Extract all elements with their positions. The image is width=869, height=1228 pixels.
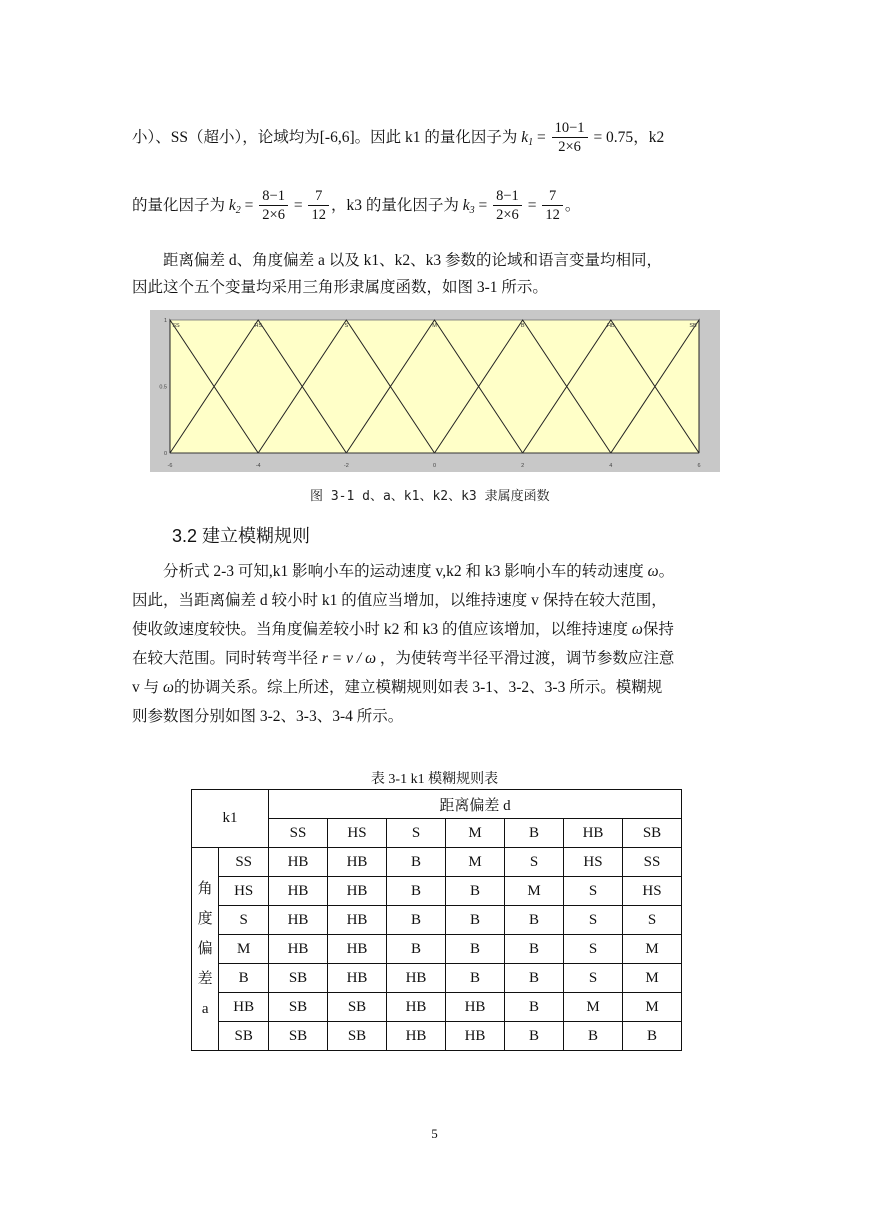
para2-line1: 距离偏差 d、角度偏差 a 以及 k1、k2、k3 参数的论域和语言变量均相同， (163, 252, 663, 269)
table-cell: HB (328, 906, 387, 935)
para3-line2: 因此，当距离偏差 d 较小时 k1 的值应当增加，以维持速度 v 保持在较大范围， (132, 592, 667, 609)
table-cell: SB (269, 964, 328, 993)
table-cell: SS (623, 848, 682, 877)
table-row (192, 993, 682, 1022)
row-header: M (219, 935, 269, 964)
table-cell: M (564, 993, 623, 1022)
table-cell: SB (269, 993, 328, 1022)
figure-caption: 图 3-1 d、a、k1、k2、k3 隶属度函数 (310, 489, 550, 504)
table-cell: HB (446, 1022, 505, 1051)
membership-chart (150, 310, 720, 472)
omega-symbol: ω (647, 563, 659, 580)
table-cell: M (505, 877, 564, 906)
para1-line2: 的量化因子为 $k_2$ = $\frac{8-1}{2\times 6}$ = $\frac{7}{12}$ ，k3 的量化因子为 $k_3$ = $\frac{8-1}{2\times 6}$ = $\frac{7}{12}$ 。 (132, 188, 581, 224)
table-cell: HB (269, 935, 328, 964)
table-cell: HB (328, 877, 387, 906)
mf-top-label: HS (254, 323, 262, 329)
row-header: B (219, 964, 269, 993)
x-tick-label: 4 (609, 463, 613, 469)
table-cell: S (564, 906, 623, 935)
para3-line4 (132, 649, 674, 669)
table-cell: S (505, 848, 564, 877)
table-cell: HB (328, 935, 387, 964)
k2-fraction-b: $\frac{7}{12}$ (308, 188, 329, 224)
table-cell: HB (387, 1022, 446, 1051)
row-group-char: 度 (197, 911, 213, 927)
table-cell: HS (564, 848, 623, 877)
table-cell: B (623, 1022, 682, 1051)
para1-line1-text: 小）、SS（超小），论域均为[-6,6]。因此 k1 的量化因子为 (132, 129, 518, 146)
fuzzy-rule-table (191, 789, 682, 1051)
mf-top-label: S (344, 323, 349, 329)
table-cell: M (623, 964, 682, 993)
mf-top-label: HB (607, 323, 615, 329)
table-cell: HB (387, 964, 446, 993)
para3-line6: 则参数图分别如图 3-2、3-3、3-4 所示。 (132, 708, 404, 725)
table-row (192, 1022, 682, 1051)
para3-line1-end: 。 (658, 563, 675, 580)
k3-symbol: $k_3$ (462, 197, 475, 216)
table-row (192, 964, 682, 993)
x-tick-label: 2 (521, 463, 525, 469)
column-header: SB (623, 819, 682, 848)
k1-result: = 0.75 (593, 129, 634, 146)
table-row (192, 906, 682, 935)
k1-fraction: $\frac{10-1}{2\times 6}$ (552, 120, 588, 156)
plot-area (170, 320, 699, 453)
table-caption: 表 3-1 k1 模糊规则表 (370, 772, 499, 787)
para1-line2-mid: ，k3 的量化因子为 (330, 197, 459, 214)
column-header: B (505, 819, 564, 848)
row-group-char: 差 (197, 971, 213, 987)
mf-top-label: M (432, 323, 437, 329)
para3-line5-text-b: 的协调关系。综上所述，建立模糊规则如表 3-1、3-2、3-3 所示。模糊规 (173, 679, 663, 696)
row-header: HS (219, 877, 269, 906)
table-cell: HB (328, 848, 387, 877)
page-number: 5 (431, 1126, 438, 1141)
para3-line1-text: 分析式 2-3 可知,k1 影响小车的运动速度 v,k2 和 k3 影响小车的转动速度 (163, 563, 644, 580)
table-cell: B (446, 906, 505, 935)
para3-line1 (163, 562, 674, 582)
para3-line4-text-b: ，为使转弯半径平滑过渡，调节参数应注意 (379, 650, 675, 667)
k2-fraction-a: $\frac{8-1}{2\times 6}$ (259, 188, 288, 224)
column-header: SS (269, 819, 328, 848)
para3-line3 (132, 620, 674, 640)
table-cell: M (623, 935, 682, 964)
column-header: S (387, 819, 446, 848)
column-header: HS (328, 819, 387, 848)
row-group-char: 偏 (197, 941, 213, 957)
section-heading: 3.2 建立模糊规则 (172, 526, 311, 546)
para2-line2: 因此这个五个变量均采用三角形隶属度函数，如图 3-1 所示。 (132, 279, 548, 296)
mf-top-label: SS (172, 323, 180, 329)
k3-fraction-b: $\frac{7}{12}$ (542, 188, 563, 224)
x-tick-label: -4 (255, 463, 261, 469)
table-cell: B (387, 877, 446, 906)
table-row (192, 848, 682, 877)
table-cell: M (623, 993, 682, 1022)
para1-line2-end: 。 (564, 197, 581, 214)
row-group-header (192, 848, 219, 1051)
omega-symbol: ω (631, 621, 643, 638)
table-cell: B (446, 964, 505, 993)
membership-function-figure (150, 310, 720, 472)
table-cell: M (446, 848, 505, 877)
table-cell: S (564, 964, 623, 993)
table-cell: B (564, 1022, 623, 1051)
table-cell: B (505, 906, 564, 935)
table-cell: B (387, 935, 446, 964)
table-cell: SB (269, 1022, 328, 1051)
mf-top-label: SB (689, 323, 697, 329)
table-cell: S (564, 877, 623, 906)
column-header: HB (564, 819, 623, 848)
para3-line5 (132, 678, 662, 698)
table-cell: SB (328, 1022, 387, 1051)
table-cell: B (505, 935, 564, 964)
k3-fraction-a: $\frac{8-1}{2\times 6}$ (493, 188, 522, 224)
para3-line4-text-a: 在较大范围。同时转弯半径 (132, 650, 319, 667)
table-row (192, 877, 682, 906)
omega-symbol: ω (163, 679, 174, 696)
table-cell: B (387, 906, 446, 935)
table-cell: HB (328, 964, 387, 993)
table-cell: S (564, 935, 623, 964)
x-tick-label: -2 (343, 463, 349, 469)
table-cell: B (446, 935, 505, 964)
para3-line3-end: 保持 (642, 621, 674, 638)
x-tick-label: -6 (167, 463, 173, 469)
table-cell: SB (328, 993, 387, 1022)
y-tick-label: 0 (163, 451, 167, 457)
row-header: SS (219, 848, 269, 877)
y-tick-label: 1 (163, 318, 167, 324)
k2-symbol: $k_2$ (228, 197, 241, 216)
x-tick-label: 6 (697, 463, 701, 469)
table-cell: B (505, 993, 564, 1022)
row-header: SB (219, 1022, 269, 1051)
row-group-char: a (201, 1001, 209, 1017)
y-tick-label: 0.5 (159, 384, 167, 391)
table-cell: HB (446, 993, 505, 1022)
table-row (192, 935, 682, 964)
column-header: M (446, 819, 505, 848)
x-tick-label: 0 (432, 463, 437, 469)
table-cell: HS (623, 877, 682, 906)
table-cell: HB (269, 906, 328, 935)
para1-line2-text: 的量化因子为 (132, 197, 226, 214)
table-cell: HB (387, 993, 446, 1022)
mf-top-label: B (520, 323, 525, 329)
row-header: S (219, 906, 269, 935)
row-header: HB (219, 993, 269, 1022)
table-cell: B (505, 964, 564, 993)
table-cell: B (387, 848, 446, 877)
table-corner-label: k1 (192, 790, 269, 848)
k1-symbol: $k_1$ (521, 129, 534, 148)
table-cell: B (446, 877, 505, 906)
turn-radius-formula: r = v / ω (321, 650, 377, 667)
table-cell: HB (269, 877, 328, 906)
table-cell: S (623, 906, 682, 935)
para1-line1: 小）、SS（超小），论域均为[-6,6]。因此 k1 的量化因子为 $k_1$ = $\frac{10-1}{2\times 6}$ = 0.75，k2 (132, 120, 665, 156)
para3-line5-text-a: v 与 (132, 679, 160, 696)
table-cell: B (505, 1022, 564, 1051)
column-group-header: 距离偏差 d (269, 790, 682, 819)
row-group-char: 角 (197, 881, 213, 897)
para1-line1-tail: ，k2 (633, 129, 665, 146)
para3-line3-text: 使收敛速度较快。当角度偏差较小时 k2 和 k3 的值应该增加，以维持速度 (132, 621, 629, 638)
table-cell: HB (269, 848, 328, 877)
